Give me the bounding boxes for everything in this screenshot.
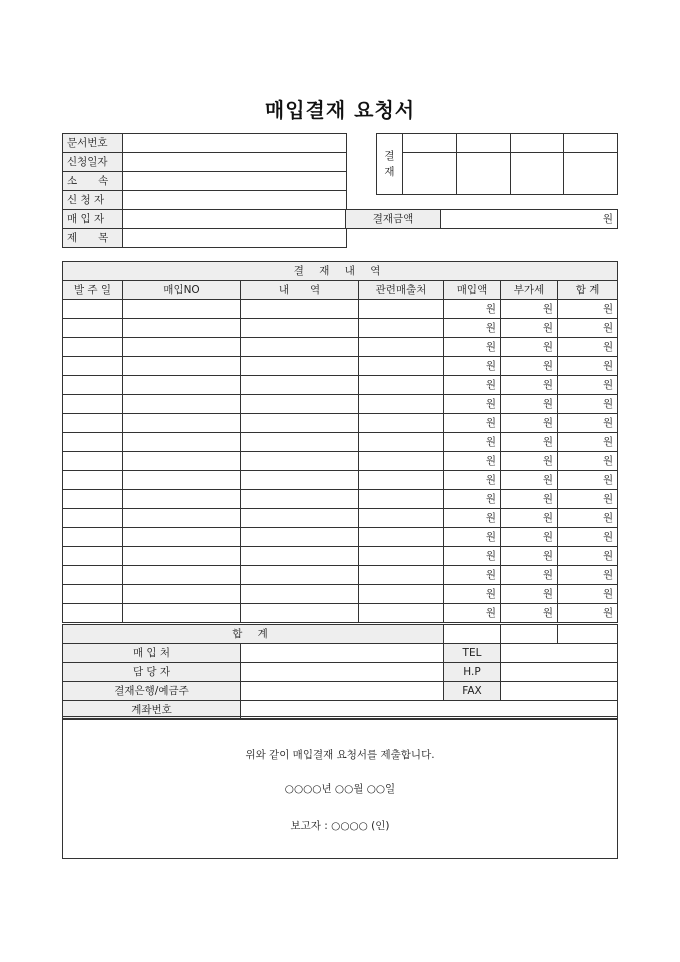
- contact-field[interactable]: [501, 663, 618, 682]
- table-cell[interactable]: 원: [558, 433, 618, 452]
- table-cell[interactable]: 원: [444, 604, 501, 624]
- table-cell[interactable]: [241, 547, 359, 566]
- table-cell[interactable]: [241, 566, 359, 585]
- table-cell[interactable]: [63, 566, 123, 585]
- table-cell[interactable]: [123, 319, 241, 338]
- table-cell[interactable]: 원: [501, 433, 558, 452]
- table-row: [63, 528, 618, 547]
- table-row: [63, 452, 618, 471]
- table-cell[interactable]: [241, 300, 359, 319]
- table-cell[interactable]: [241, 338, 359, 357]
- table-cell[interactable]: [241, 490, 359, 509]
- table-row: [63, 547, 618, 566]
- table-cell[interactable]: 원: [558, 547, 618, 566]
- table-cell[interactable]: 원: [501, 471, 558, 490]
- table-cell[interactable]: [241, 585, 359, 604]
- table-cell[interactable]: [63, 547, 123, 566]
- total-vat-cell[interactable]: [501, 624, 558, 644]
- date-text: ○○○○년 ○○월 ○○일: [284, 783, 396, 795]
- table-cell[interactable]: [123, 433, 241, 452]
- table-cell[interactable]: [63, 338, 123, 357]
- table-row: [63, 395, 618, 414]
- table-cell[interactable]: 원: [444, 395, 501, 414]
- table-cell[interactable]: 원: [501, 452, 558, 471]
- table-cell[interactable]: 원: [444, 547, 501, 566]
- table-cell[interactable]: 원: [444, 452, 501, 471]
- table-cell[interactable]: 원: [558, 319, 618, 338]
- table-cell[interactable]: 원: [558, 300, 618, 319]
- statement-text: 위와 같이 매입결재 요청서를 제출합니다.: [245, 749, 435, 761]
- column-header: 매입NO: [123, 281, 241, 300]
- table-cell[interactable]: [359, 300, 444, 319]
- table-cell[interactable]: [359, 547, 444, 566]
- table-cell[interactable]: 원: [501, 414, 558, 433]
- table-cell[interactable]: [123, 490, 241, 509]
- table-cell[interactable]: [241, 376, 359, 395]
- info-row: [63, 229, 347, 248]
- amount-table: [345, 209, 618, 229]
- table-cell[interactable]: [359, 376, 444, 395]
- table-cell[interactable]: 원: [444, 433, 501, 452]
- vendor-label: 담 당 자: [63, 663, 241, 682]
- table-cell[interactable]: [63, 433, 123, 452]
- table-cell[interactable]: [123, 376, 241, 395]
- account-label: 계좌번호: [63, 701, 241, 720]
- table-cell[interactable]: 원: [501, 338, 558, 357]
- vendor-label: 결재은행/예금주: [63, 682, 241, 701]
- table-cell[interactable]: 원: [501, 319, 558, 338]
- table-cell[interactable]: [359, 319, 444, 338]
- table-cell[interactable]: [123, 452, 241, 471]
- approver-sign-cell[interactable]: [457, 153, 511, 195]
- table-cell[interactable]: 원: [558, 357, 618, 376]
- table-cell[interactable]: 원: [444, 566, 501, 585]
- table-cell[interactable]: 원: [501, 395, 558, 414]
- info-field[interactable]: [123, 172, 347, 191]
- table-cell[interactable]: [359, 604, 444, 624]
- table-cell[interactable]: [359, 414, 444, 433]
- vendor-field[interactable]: [241, 682, 444, 701]
- table-cell[interactable]: 원: [558, 490, 618, 509]
- table-cell[interactable]: 원: [444, 357, 501, 376]
- table-cell[interactable]: 원: [501, 376, 558, 395]
- table-cell[interactable]: [241, 433, 359, 452]
- detail-table: [62, 261, 618, 720]
- info-row: [63, 191, 347, 210]
- table-row: [63, 338, 618, 357]
- table-cell[interactable]: 원: [444, 490, 501, 509]
- table-cell[interactable]: [241, 528, 359, 547]
- table-row: [63, 300, 618, 319]
- table-cell[interactable]: [241, 471, 359, 490]
- submission-statement: [62, 716, 618, 859]
- table-cell[interactable]: [359, 433, 444, 452]
- info-label: 신청일자: [63, 153, 123, 172]
- vendor-row: [63, 682, 618, 701]
- table-cell[interactable]: [123, 528, 241, 547]
- table-cell[interactable]: [63, 319, 123, 338]
- detail-section-title: 결 재 내 역: [63, 262, 618, 281]
- table-cell[interactable]: [123, 585, 241, 604]
- table-cell[interactable]: 원: [444, 509, 501, 528]
- approver-title-cell[interactable]: [511, 134, 564, 153]
- table-cell[interactable]: 원: [558, 566, 618, 585]
- amount-field[interactable]: [441, 210, 618, 229]
- table-row: [63, 433, 618, 452]
- info-label: 신 청 자: [63, 191, 123, 210]
- table-cell[interactable]: [63, 528, 123, 547]
- table-cell[interactable]: 원: [444, 585, 501, 604]
- approver-sign-cell[interactable]: [403, 153, 457, 195]
- table-cell[interactable]: [123, 547, 241, 566]
- table-cell[interactable]: 원: [444, 300, 501, 319]
- approver-title-cell[interactable]: [564, 134, 618, 153]
- table-cell[interactable]: 원: [501, 547, 558, 566]
- table-cell[interactable]: 원: [558, 528, 618, 547]
- table-cell[interactable]: 원: [501, 300, 558, 319]
- table-cell[interactable]: [359, 338, 444, 357]
- vendor-label: 매 입 처: [63, 644, 241, 663]
- table-cell[interactable]: [63, 452, 123, 471]
- table-cell[interactable]: 원: [444, 471, 501, 490]
- column-header: 부가세: [501, 281, 558, 300]
- table-cell[interactable]: [63, 395, 123, 414]
- approver-sign-cell[interactable]: [511, 153, 564, 195]
- approver-sign-cell[interactable]: [564, 153, 618, 195]
- column-header: 내 역: [241, 281, 359, 300]
- total-label: 합 계: [63, 624, 444, 644]
- table-cell[interactable]: [63, 471, 123, 490]
- table-cell[interactable]: 원: [558, 376, 618, 395]
- info-row: [63, 210, 347, 229]
- table-cell[interactable]: [123, 471, 241, 490]
- table-cell[interactable]: [359, 509, 444, 528]
- table-cell[interactable]: [123, 300, 241, 319]
- table-cell[interactable]: [241, 357, 359, 376]
- table-cell[interactable]: 원: [558, 395, 618, 414]
- vendor-field[interactable]: [241, 663, 444, 682]
- table-cell[interactable]: 원: [501, 528, 558, 547]
- table-row: [63, 566, 618, 585]
- table-cell[interactable]: [63, 357, 123, 376]
- table-cell[interactable]: [123, 604, 241, 624]
- table-cell[interactable]: [241, 452, 359, 471]
- table-cell[interactable]: [359, 566, 444, 585]
- table-cell[interactable]: [241, 509, 359, 528]
- column-header: 합 계: [558, 281, 618, 300]
- amount-unit: 원: [602, 212, 613, 225]
- table-cell[interactable]: [359, 471, 444, 490]
- table-cell[interactable]: [123, 414, 241, 433]
- table-cell[interactable]: [63, 490, 123, 509]
- table-cell[interactable]: [123, 395, 241, 414]
- table-cell[interactable]: 원: [501, 604, 558, 624]
- table-cell[interactable]: [63, 376, 123, 395]
- column-header: 매입액: [444, 281, 501, 300]
- table-cell[interactable]: [123, 566, 241, 585]
- table-cell[interactable]: [359, 452, 444, 471]
- table-cell[interactable]: [123, 338, 241, 357]
- table-cell[interactable]: 원: [501, 566, 558, 585]
- table-cell[interactable]: 원: [444, 414, 501, 433]
- info-label: 소 속: [63, 172, 123, 191]
- contact-field[interactable]: [501, 644, 618, 663]
- table-row: [63, 585, 618, 604]
- table-cell[interactable]: 원: [558, 509, 618, 528]
- table-cell[interactable]: 원: [501, 357, 558, 376]
- table-cell[interactable]: 원: [558, 414, 618, 433]
- table-cell[interactable]: 원: [444, 528, 501, 547]
- amount-label: 결재금액: [346, 210, 441, 229]
- table-cell[interactable]: [359, 528, 444, 547]
- info-table: [62, 133, 347, 248]
- table-row: [63, 414, 618, 433]
- table-cell[interactable]: [123, 509, 241, 528]
- table-cell[interactable]: [63, 585, 123, 604]
- document-title: 매입결재 요청서: [264, 98, 416, 122]
- info-field[interactable]: [123, 210, 347, 229]
- approval-label: 결 재: [377, 134, 403, 195]
- info-label: 제 목: [63, 229, 123, 248]
- total-sum-cell[interactable]: [558, 624, 618, 644]
- info-row: [63, 134, 347, 153]
- table-cell[interactable]: [241, 319, 359, 338]
- table-row: [63, 319, 618, 338]
- table-cell[interactable]: [63, 604, 123, 624]
- table-cell[interactable]: 원: [558, 585, 618, 604]
- table-cell[interactable]: [63, 509, 123, 528]
- info-field[interactable]: [123, 229, 347, 248]
- reporter-text: 보고자 : ○○○○ (인): [290, 820, 390, 832]
- column-header: 발 주 일: [63, 281, 123, 300]
- table-row: [63, 376, 618, 395]
- table-cell[interactable]: [359, 585, 444, 604]
- table-cell[interactable]: [63, 300, 123, 319]
- info-field[interactable]: [123, 153, 347, 172]
- table-cell[interactable]: 원: [558, 604, 618, 624]
- table-cell[interactable]: 원: [444, 376, 501, 395]
- table-row: [63, 490, 618, 509]
- approver-title-cell[interactable]: [457, 134, 511, 153]
- table-cell[interactable]: 원: [501, 585, 558, 604]
- table-row: [63, 604, 618, 624]
- table-cell[interactable]: [241, 604, 359, 624]
- table-cell[interactable]: 원: [444, 338, 501, 357]
- table-cell[interactable]: 원: [558, 452, 618, 471]
- table-cell[interactable]: 원: [501, 509, 558, 528]
- table-cell[interactable]: [241, 395, 359, 414]
- table-cell[interactable]: 원: [501, 490, 558, 509]
- table-row: [63, 357, 618, 376]
- table-cell[interactable]: [359, 490, 444, 509]
- info-row: [63, 172, 347, 191]
- table-cell[interactable]: [63, 414, 123, 433]
- info-label: 문서번호: [63, 134, 123, 153]
- vendor-row: [63, 663, 618, 682]
- vendor-row: [63, 644, 618, 663]
- approver-title-cell[interactable]: [403, 134, 457, 153]
- total-purchase-cell[interactable]: [444, 624, 501, 644]
- info-row: [63, 153, 347, 172]
- contact-label: H.P: [444, 663, 501, 682]
- table-row: [63, 471, 618, 490]
- table-cell[interactable]: [359, 395, 444, 414]
- info-label: 매 입 자: [63, 210, 123, 229]
- table-cell[interactable]: [359, 357, 444, 376]
- table-cell[interactable]: 원: [558, 338, 618, 357]
- contact-label: FAX: [444, 682, 501, 701]
- table-cell[interactable]: [241, 414, 359, 433]
- info-field[interactable]: [123, 134, 347, 153]
- approval-box: [376, 133, 618, 195]
- contact-label: TEL: [444, 644, 501, 663]
- info-field[interactable]: [123, 191, 347, 210]
- table-cell[interactable]: [123, 357, 241, 376]
- table-cell[interactable]: 원: [558, 471, 618, 490]
- table-cell[interactable]: 원: [444, 319, 501, 338]
- table-row: [63, 509, 618, 528]
- column-header: 관련매출처: [359, 281, 444, 300]
- contact-field[interactable]: [501, 682, 618, 701]
- vendor-field[interactable]: [241, 644, 444, 663]
